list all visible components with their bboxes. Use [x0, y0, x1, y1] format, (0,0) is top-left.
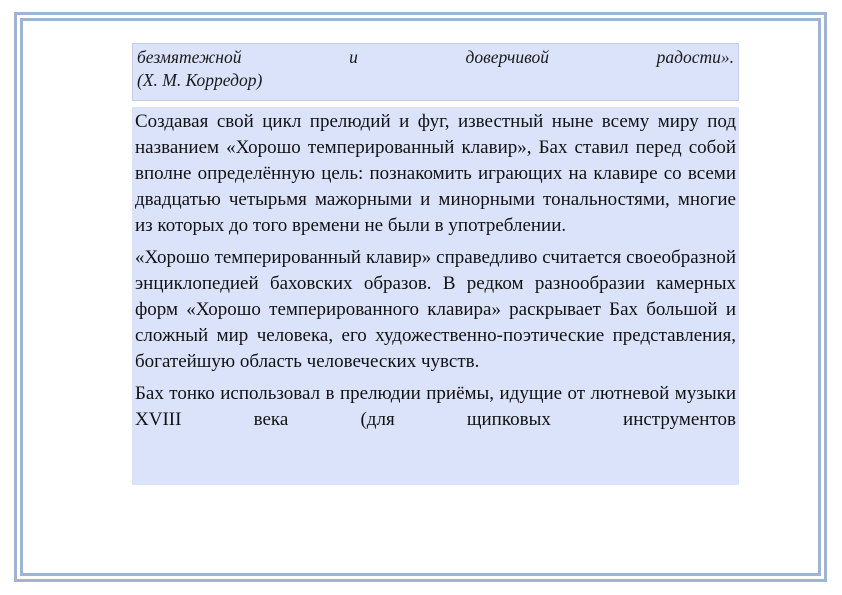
quote-word: и: [349, 47, 358, 67]
quote-word: доверчивой: [465, 47, 549, 67]
quote-line-1: [137, 46, 734, 69]
paragraph-3: Бах тонко использовал в прелюдии приёмы, идущие от лютневой музыки XVIII века (для щипковых инструментов: [135, 383, 736, 430]
paragraph-2: «Хорошо темперированный клавир» справедливо считается своеобразной энциклопедией баховских образов. В редком разнообразии камерных форм «Хорошо темперированного клавира» раскрывает Бах большой и сложный мир человека, его художественно-поэтические представления, богатейшую область человеческих чувств.: [135, 247, 736, 372]
quote-attribution: (Х. М. Корредор): [137, 70, 263, 90]
quote-word: радости».: [656, 47, 734, 67]
quote-box: [132, 43, 739, 101]
paragraph-1: Создавая свой цикл прелюдий и фуг, известный ныне всему миру под названием «Хорошо темперированный клавир», Бах ставил перед собой вполне определённую цель: познакомить играющих на клавире со всеми двадцатью четырьмя мажорными и минорными тональностями, многие из которых до того времени не были в употреблении.: [135, 111, 736, 236]
main-text-box: [132, 107, 739, 485]
quote-word: безмятежной: [137, 47, 242, 67]
